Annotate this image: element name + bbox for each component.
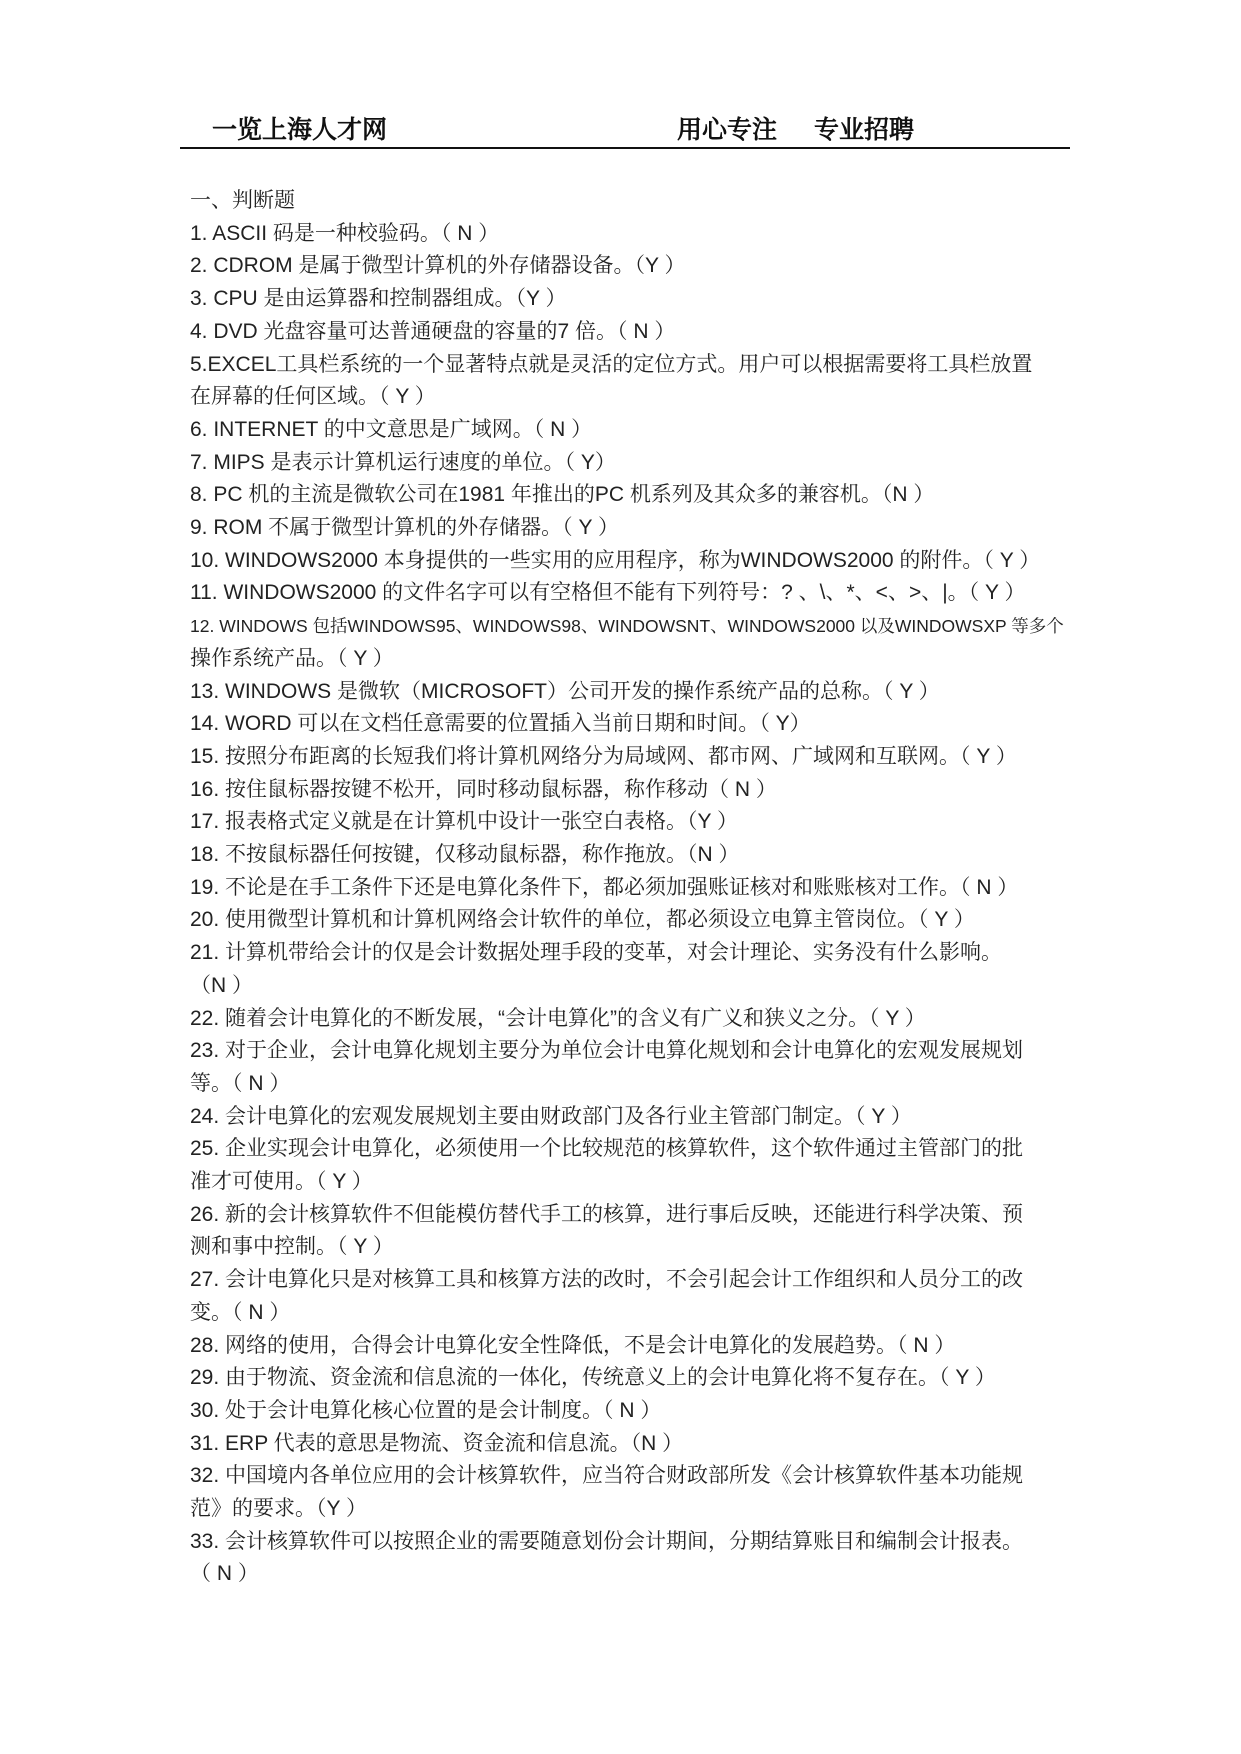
question-item-continuation: 测和事中控制。（ Y ） (190, 1235, 394, 1259)
question-item: 18. 不按鼠标器任何按键，仅移动鼠标器，称作拖放。（N ） (190, 843, 740, 866)
question-item: 8. PC 机的主流是微软公司在1981 年推出的PC 机系列及其众多的兼容机。（N ） (190, 483, 935, 507)
question-item: 1. ASCII 码是一种校验码。（ N ） (190, 221, 500, 245)
question-item-continuation: 等。（ N ） (190, 1071, 291, 1095)
question-item-continuation: 变。（ N ） (190, 1300, 291, 1324)
question-item: 25. 企业实现会计电算化，必须使用一个比较规范的核算软件，这个软件通过主管部门的批 (190, 1137, 1024, 1161)
question-item: 16. 按住鼠标器按键不松开，同时移动鼠标器，称作移动（ N ） (190, 777, 777, 801)
question-item: 11. WINDOWS2000 的文件名字可以有空格但不能有下列符号：? 、\、*、<、>、|。（ Y ） (190, 581, 1026, 605)
question-item-continuation: 准才可使用。（ Y ） (190, 1170, 373, 1193)
slogan-recruit: 专业招聘 (814, 116, 915, 144)
site-name: 一览上海人才网 (212, 116, 388, 144)
question-item: 27. 会计电算化只是对核算工具和核算方法的改时，不会引起会计工作组织和人员分工的改 (190, 1268, 1024, 1292)
question-item: 15. 按照分布距离的长短我们将计算机网络分为局域网、都市网、广域网和互联网。（ Y ） (190, 744, 1017, 768)
question-item: 9. ROM 不属于微型计算机的外存储器。（ Y ） (190, 516, 619, 539)
question-item: 10. WINDOWS2000 本身提供的一些实用的应用程序，称为WINDOWS2000 的附件。（ Y ） (190, 548, 1041, 572)
header-divider (180, 147, 1070, 149)
question-item: 3. CPU 是由运算器和控制器组成。（Y ） (190, 287, 567, 311)
question-item: 4. DVD 光盘容量可达普通硬盘的容量的7 倍。（ N ） (190, 319, 676, 343)
question-item-continuation: 操作系统产品。（ Y ） (190, 646, 394, 670)
question-item: 22. 随着会计电算化的不断发展，“会计电算化”的含义有广义和狭义之分。（ Y ） (190, 1006, 926, 1030)
question-item-continuation: 在屏幕的任何区域。（ Y ） (190, 385, 436, 409)
question-item: 24. 会计电算化的宏观发展规划主要由财政部门及各行业主管部门制定。（ Y ） (190, 1104, 912, 1128)
question-item: 7. MIPS 是表示计算机运行速度的单位。（ Y） (190, 450, 616, 474)
question-item: 28. 网络的使用，合得会计电算化安全性降低，不是会计电算化的发展趋势。（ N ） (190, 1333, 956, 1357)
question-item: 33. 会计核算软件可以按照企业的需要随意划份会计期间，分期结算账目和编制会计报表。 (190, 1529, 1024, 1553)
question-item: 31. ERP 代表的意思是物流、资金流和信息流。（N ） (190, 1431, 684, 1455)
question-item: 23. 对于企业，会计电算化规划主要分为单位会计电算化规划和会计电算化的宏观发展规划 (190, 1039, 1024, 1063)
section-title: 一、判断题 (190, 189, 295, 212)
question-item-continuation: （ N ） (190, 1562, 259, 1586)
question-item: 2. CDROM 是属于微型计算机的外存储器设备。（Y ） (190, 254, 686, 278)
question-item: 19. 不论是在手工条件下还是电算化条件下，都必须加强账证核对和账账核对工作。（ N ） (190, 875, 1019, 899)
question-item: 14. WORD 可以在文档任意需要的位置插入当前日期和时间。（ Y） (190, 712, 811, 736)
question-item: 32. 中国境内各单位应用的会计核算软件，应当符合财政部所发《会计核算软件基本功能规 (190, 1464, 1024, 1488)
question-item: 29. 由于物流、资金流和信息流的一体化，传统意义上的会计电算化将不复存在。（ Y ） (190, 1366, 996, 1390)
question-item: 5.EXCEL工具栏系统的一个显著特点就是灵活的定位方式。用户可以根据需要将工具栏放置 (190, 352, 1033, 376)
question-item-continuation: 范》的要求。（Y ） (190, 1497, 367, 1520)
question-item: 13. WINDOWS 是微软（MICROSOFT）公司开发的操作系统产品的总称。（ Y ） (190, 679, 940, 703)
question-item: 12. WINDOWS 包括WINDOWS95、WINDOWS98、WINDOWSNT、WINDOWS2000 以及WINDOWSXP 等多个 (190, 616, 1064, 637)
question-item: 26. 新的会计核算软件不但能模仿替代手工的核算，进行事后反映，还能进行科学决策、预 (190, 1202, 1024, 1226)
slogan-focus: 用心专注 (677, 116, 778, 144)
question-item: 20. 使用微型计算机和计算机网络会计软件的单位，都必须设立电算主管岗位。（ Y ） (190, 908, 975, 932)
question-item-continuation: （N ） (190, 973, 253, 997)
question-item: 17. 报表格式定义就是在计算机中设计一张空白表格。（Y ） (190, 810, 738, 834)
question-item: 6. INTERNET 的中文意思是广域网。（ N ） (190, 417, 593, 441)
question-item: 30. 处于会计电算化核心位置的是会计制度。（ N ） (190, 1398, 662, 1422)
question-item: 21. 计算机带给会计的仅是会计数据处理手段的变革，对会计理论、实务没有什么影响。 (190, 941, 1003, 965)
